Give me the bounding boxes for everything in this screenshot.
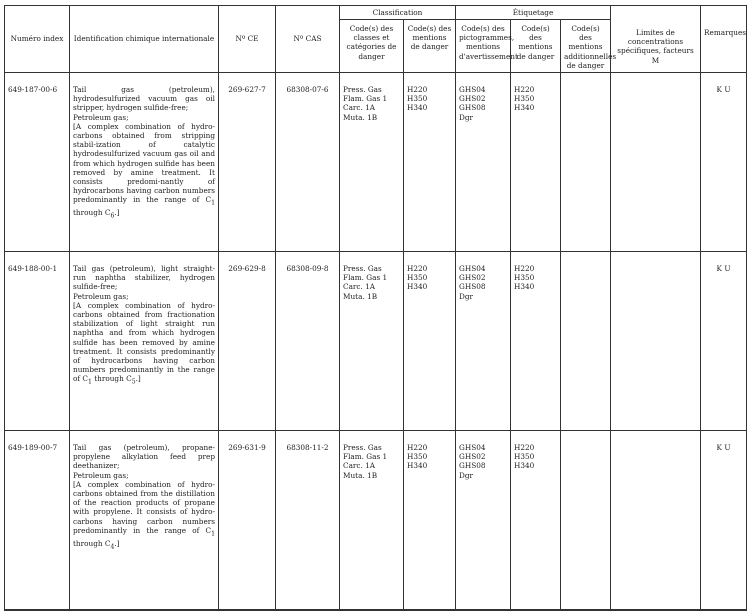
- class-code: Flam. Gas 1: [343, 94, 388, 104]
- hazard-code: H350: [407, 273, 428, 283]
- cell-label-supplemental: [561, 431, 611, 611]
- hazard-code: H350: [407, 452, 428, 462]
- signal-word-code: Dgr: [459, 470, 474, 480]
- hazard-code: H340: [514, 282, 535, 292]
- cell-label-supplemental: [561, 252, 611, 431]
- cell-class-hazard: [404, 73, 456, 252]
- class-code: Flam. Gas 1: [343, 452, 388, 462]
- signal-word-code: Dgr: [459, 291, 474, 301]
- hazard-code: H350: [407, 94, 428, 104]
- pictogram-code: GHS08: [459, 103, 486, 113]
- signal-word-code: Dgr: [459, 112, 474, 122]
- header-class-categories: Code(s) des classes et catégories de danger: [340, 20, 404, 73]
- cell-class-hazard: [404, 252, 456, 431]
- cell-limits: [611, 73, 701, 252]
- pictogram-code: GHS08: [459, 282, 486, 292]
- pictogram-code: GHS02: [459, 273, 486, 283]
- hazard-code: H340: [407, 461, 428, 471]
- cell-ce: 269-631-9: [219, 431, 276, 611]
- substance-description: [A complex combination of hydro-carbons obtained from fractionation stabilization of light straight run naphtha and from which hydrogen sulfide has been removed by amine treatment. It consists predominantly of hydrocarbons having carbon numbers predominantly in the range of $C_1$ through $C_5$.]: [73, 300, 215, 386]
- table-row: [5, 73, 747, 252]
- cell-label-hazard: [511, 431, 561, 611]
- table-row: [5, 431, 747, 611]
- cell-label-hazard: [511, 252, 561, 431]
- cell-index: 649-188-00-1: [5, 252, 70, 431]
- header-remarks: Remarques: [701, 6, 747, 73]
- header-cas: Nº CAS: [276, 6, 340, 73]
- hazard-code: H220: [514, 85, 535, 95]
- cell-identification: [70, 252, 219, 431]
- cell-cas: 68308-07-6: [276, 73, 340, 252]
- cell-limits: [611, 431, 701, 611]
- header-index: Numéro index: [5, 6, 70, 73]
- header-class-hazard: Code(s) des mentions de danger: [404, 20, 456, 73]
- cell-index: 649-189-00-7: [5, 431, 70, 611]
- cell-class-hazard: [404, 431, 456, 611]
- substance-alt-name: Petroleum gas;: [73, 291, 129, 301]
- substance-name: Tail gas (petroleum), hydrodesulfurized vacuum gas oil stripper, hydrogen sulfide-free;: [73, 85, 215, 113]
- cell-class-categories: [340, 431, 404, 611]
- cell-index: 649-187-00-6: [5, 73, 70, 252]
- cell-label-hazard: [511, 73, 561, 252]
- class-code: Press. Gas: [343, 264, 382, 274]
- cell-label-supplemental: [561, 73, 611, 252]
- cell-limits: [611, 252, 701, 431]
- hazard-code: H350: [514, 94, 535, 104]
- header-limits: Limites de concentrations spécifiques, facteurs M: [611, 6, 701, 73]
- class-code: Press. Gas: [343, 85, 382, 95]
- class-code: Muta. 1B: [343, 291, 378, 301]
- hazard-code: H220: [407, 85, 428, 95]
- cell-ce: 269-629-8: [219, 252, 276, 431]
- cell-identification: [70, 73, 219, 252]
- cell-class-categories: [340, 73, 404, 252]
- table-row: [5, 252, 747, 431]
- cell-identification: [70, 431, 219, 611]
- class-code: Press. Gas: [343, 443, 382, 453]
- cell-remarks: K U: [701, 73, 747, 252]
- hazard-code: H340: [407, 282, 428, 292]
- substance-alt-name: Petroleum gas;: [73, 470, 129, 480]
- cell-class-categories: [340, 252, 404, 431]
- substance-table: [4, 5, 747, 611]
- class-code: Carc. 1A: [343, 282, 376, 292]
- header-label-pictograms: Code(s) des pictogrammes, mentions d'avertissement: [456, 20, 511, 73]
- cell-remarks: K U: [701, 252, 747, 431]
- pictogram-code: GHS02: [459, 94, 486, 104]
- cell-remarks: K U: [701, 431, 747, 611]
- class-code: Carc. 1A: [343, 103, 376, 113]
- hazard-code: H220: [407, 264, 428, 274]
- header-label-hazard: Code(s) des mentions de danger: [511, 20, 561, 73]
- class-code: Flam. Gas 1: [343, 273, 388, 283]
- substance-alt-name: Petroleum gas;: [73, 112, 129, 122]
- pictogram-code: GHS08: [459, 461, 486, 471]
- cell-label-pictograms: [456, 431, 511, 611]
- header-identification: Identification chimique internationale: [70, 6, 219, 73]
- pictogram-code: GHS02: [459, 452, 486, 462]
- substance-name: Tail gas (petroleum), light straight-run naphtha stabilizer, hydrogen sulfide-free;: [73, 264, 215, 292]
- header-label-supplemental: Code(s) des mentions additionnelles de danger: [561, 20, 611, 73]
- pictogram-code: GHS04: [459, 443, 486, 453]
- pictogram-code: GHS04: [459, 85, 486, 95]
- cell-label-pictograms: [456, 252, 511, 431]
- cell-label-pictograms: [456, 73, 511, 252]
- hazard-code: H220: [407, 443, 428, 453]
- cell-cas: 68308-11-2: [276, 431, 340, 611]
- hazard-code: H350: [514, 273, 535, 283]
- substance-name: Tail gas (petroleum), propane-propylene alkylation feed prep deethanizer;: [73, 443, 215, 471]
- hazard-code: H340: [407, 103, 428, 113]
- hazard-code: H220: [514, 443, 535, 453]
- header-ce: Nº CE: [219, 6, 276, 73]
- hazard-code: H220: [514, 264, 535, 274]
- pictogram-code: GHS04: [459, 264, 486, 274]
- header-classification: Classification: [340, 6, 456, 20]
- substance-description: [A complex combination of hydro-carbons obtained from stripping stabil-ization of catalytic hydrodesulfurized vacuum gas oil and from which hydrogen sulfide has been removed by amine treatment. It consists predomi-nantly of hydrocarbons having carbon numbers predominantly in the range of $C_1$ through $C_6$.]: [73, 121, 215, 220]
- substance-description: [A complex combination of hydro-carbons obtained from the distillation of the reaction products of propane with propylene. It consists of hydro-carbons having carbon numbers predominantly in the range of $C_1$ through $C_4$.]: [73, 479, 215, 550]
- header-labelling: Étiquetage: [456, 6, 611, 20]
- hazard-code: H340: [514, 461, 535, 471]
- cell-ce: 269-627-7: [219, 73, 276, 252]
- hazard-code: H340: [514, 103, 535, 113]
- class-code: Muta. 1B: [343, 470, 378, 480]
- cell-cas: 68308-09-8: [276, 252, 340, 431]
- hazard-code: H350: [514, 452, 535, 462]
- class-code: Carc. 1A: [343, 461, 376, 471]
- class-code: Muta. 1B: [343, 112, 378, 122]
